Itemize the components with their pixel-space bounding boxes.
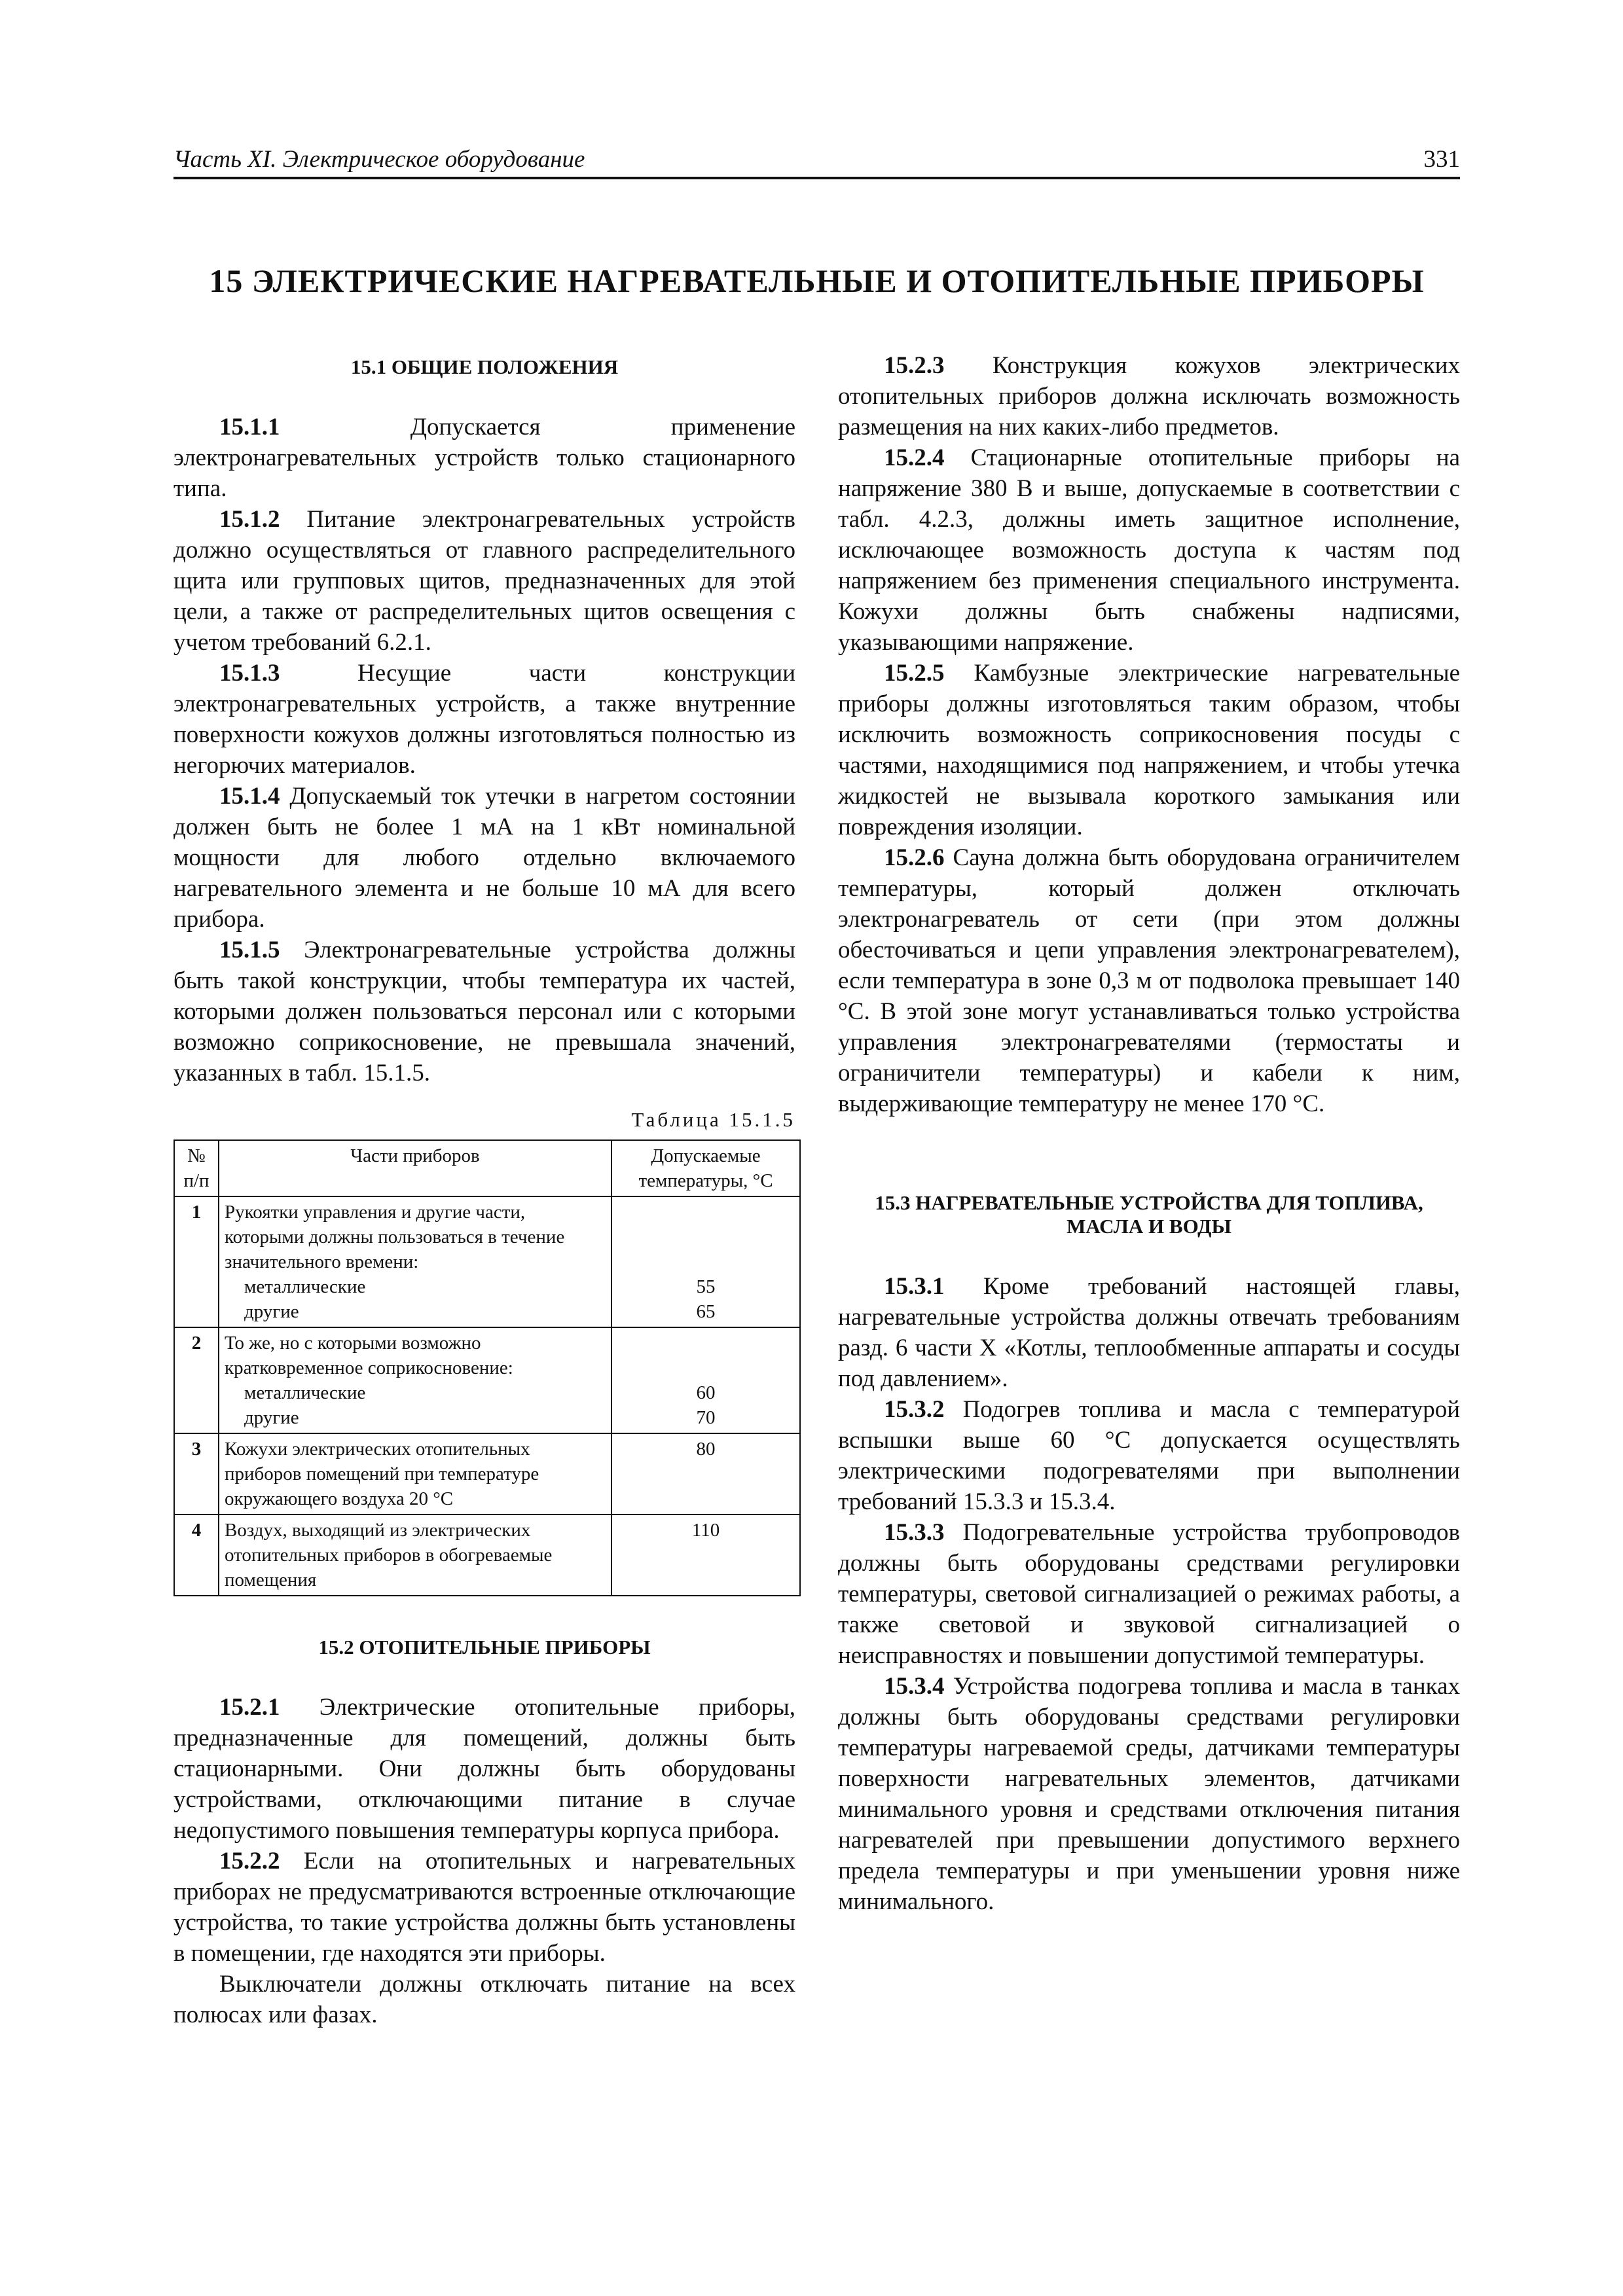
paragraph-15-1-3: 15.1.3 Несущие части конструкции электронагревательных устройств, а также внутренние поверхности кожухов должны изготовляться полностью из негорючих материалов. xyxy=(173,660,795,779)
clause-number: 15.2.1 xyxy=(219,1694,280,1721)
clause-number: 15.3.3 xyxy=(884,1519,945,1546)
paragraph-15-3-2: 15.3.2 Подогрев топлива и масла с температурой вспышки выше 60 °С допускается осуществлять электрическими подогревателями при выполнении требований 15.3.3 и 15.3.4. xyxy=(838,1396,1460,1515)
clause-number: 15.2.5 xyxy=(884,660,945,687)
paragraph-15-2-6: 15.2.6 Сауна должна быть оборудована ограничителем температуры, который должен отключать электронагреватель от сети (при этом должны обесточиваться и цепи управления электронагревателем), если температура в зоне 0,3 м от подволока превышает 140 °С. В этой зоне могут устанавливаться только устройства управления электронагревателями (термостаты и ограничители температуры) и кабели к ним, выдерживающие температуру не менее 170 °С. xyxy=(838,844,1460,1117)
header-parts: Части приборов xyxy=(219,1140,611,1196)
paragraph-15-3-1: 15.3.1 Кроме требований настоящей главы, нагревательные устройства должны отвечать требованиям разд. 6 части X «Котлы, теплообменные аппараты и сосуды под давлением». xyxy=(838,1273,1460,1392)
section-15-2-title: 15.2 ОТОПИТЕЛЬНЫЕ ПРИБОРЫ xyxy=(318,1636,651,1659)
paragraph-15-3-3: 15.3.3 Подогревательные устройства трубопроводов должны быть оборудованы средствами регулировки температуры, световой сигнализацией о режимах работы, а также световой и звуковой сигнализацией о неисправностях и повышении допустимой температуры. xyxy=(838,1519,1460,1669)
paragraph-15-2-2: 15.2.2 Если на отопительных и нагревательных приборах не предусматриваются встроенные отключающие устройства, то такие устройства должны быть установлены в помещении, где находятся эти приборы. xyxy=(173,1848,795,1967)
header-temperature: Допускаемые температуры, °С xyxy=(611,1140,800,1196)
chapter-title: 15 ЭЛЕКТРИЧЕСКИЕ НАГРЕВАТЕЛЬНЫЕ И ОТОПИТЕЛЬНЫЕ ПРИБОРЫ xyxy=(209,262,1425,299)
clause-number: 15.1.4 xyxy=(219,783,280,810)
section-15-3-title: 15.3 НАГРЕВАТЕЛЬНЫЕ УСТРОЙСТВА ДЛЯ ТОПЛИВА, МАСЛА И ВОДЫ xyxy=(875,1191,1423,1238)
right-column xyxy=(838,350,1460,1917)
paragraph-15-1-5: 15.1.5 Электронагревательные устройства должны быть такой конструкции, чтобы температура их частей, которыми должен пользоваться персонал или с которыми возможно соприкосновение, не превышала значений, указанных в табл. 15.1.5. xyxy=(173,937,795,1086)
clause-number: 15.1.2 xyxy=(219,506,280,533)
running-header xyxy=(173,145,1460,177)
table-row: 4 Воздух, выходящий из электрических отопительных приборов в обогреваемые помещения 110 xyxy=(174,1515,800,1596)
paragraph-15-2-2-cont: Выключатели должны отключать питание на всех полюсах или фазах. xyxy=(173,1971,795,2028)
clause-number: 15.1.5 xyxy=(219,937,280,963)
temperature-table xyxy=(173,1139,801,1596)
clause-number: 15.2.4 xyxy=(884,444,945,471)
running-title: Часть XI. Электрическое оборудование xyxy=(173,146,585,173)
section-15-1-title: 15.1 ОБЩИЕ ПОЛОЖЕНИЯ xyxy=(350,355,619,378)
table-row: 2 То же, но с которыми возможно кратковременное соприкосновение: металлические другие 60 70 xyxy=(174,1327,800,1433)
page-number: 331 xyxy=(1423,146,1460,173)
paragraph-15-1-2: 15.1.2 Питание электронагревательных устройств должно осуществляться от главного распределительного щита или групповых щитов, предназначенных для этой цели, а также от распределительных щитов освещения с учетом требований 6.2.1. xyxy=(173,506,795,656)
paragraph-15-1-4: 15.1.4 Допускаемый ток утечки в нагретом состоянии должен быть не более 1 мА на 1 кВт номинальной мощности для любого отдельно включаемого нагревательного элемента и не больше 10 мА для всего прибора. xyxy=(173,783,795,933)
paragraph-15-2-4: 15.2.4 Стационарные отопительные приборы на напряжение 380 В и выше, допускаемые в соответствии с табл. 4.2.3, должны иметь защитное исполнение, исключающее возможность доступа к частям под напряжением без применения специального инструмента. Кожухи должны быть снабжены надписями, указывающими напряжение. xyxy=(838,444,1460,656)
paragraph-15-2-1: 15.2.1 Электрические отопительные приборы, предназначенные для помещений, должны быть стационарными. Они должны быть оборудованы устройствами, отключающими питание в случае недопустимого повышения температуры корпуса прибора. xyxy=(173,1694,795,1844)
clause-number: 15.3.2 xyxy=(884,1396,945,1423)
clause-number: 15.3.4 xyxy=(884,1673,945,1700)
clause-number: 15.2.6 xyxy=(884,844,945,871)
left-column xyxy=(173,350,795,2030)
paragraph-15-3-4: 15.3.4 Устройства подогрева топлива и масла в танках должны быть оборудованы средствами регулировки температуры нагреваемой среды, датчиками температуры поверхности нагревательных элементов, датчиками минимального уровня и средствами отключения питания нагревателей при превышении допустимого верхнего предела температуры и при уменьшении уровня ниже минимального. xyxy=(838,1673,1460,1915)
paragraph-15-2-5: 15.2.5 Камбузные электрические нагревательные приборы должны изготовляться таким образом, чтобы исключить возможность соприкосновения посуды с частями, находящимися под напряжением, и чтобы утечка жидкостей не вызывала короткого замыкания или повреждения изоляции. xyxy=(838,660,1460,840)
clause-number: 15.1.3 xyxy=(219,660,280,687)
header-rule xyxy=(173,177,1460,179)
table-caption: Таблица 15.1.5 xyxy=(631,1108,795,1131)
clause-number: 15.3.1 xyxy=(884,1273,945,1300)
table-row: 3 Кожухи электрических отопительных приборов помещений при температуре окружающего воздуха 20 °С 80 xyxy=(174,1433,800,1515)
clause-number: 15.2.2 xyxy=(219,1848,280,1874)
table-row: 1 Рукоятки управления и другие части, которыми должны пользоваться в течение значительного времени: металлические другие 55 65 xyxy=(174,1196,800,1327)
paragraph-15-2-3: 15.2.3 Конструкция кожухов электрических отопительных приборов должна исключать возможность размещения на них каких-либо предметов. xyxy=(838,352,1460,440)
header-number: № п/п xyxy=(174,1140,219,1196)
clause-number: 15.1.1 xyxy=(219,414,280,440)
table-header-row xyxy=(174,1140,800,1196)
clause-number: 15.2.3 xyxy=(884,352,945,379)
paragraph-15-1-1: 15.1.1 Допускается применение электронагревательных устройств только стационарного типа. xyxy=(173,414,795,502)
